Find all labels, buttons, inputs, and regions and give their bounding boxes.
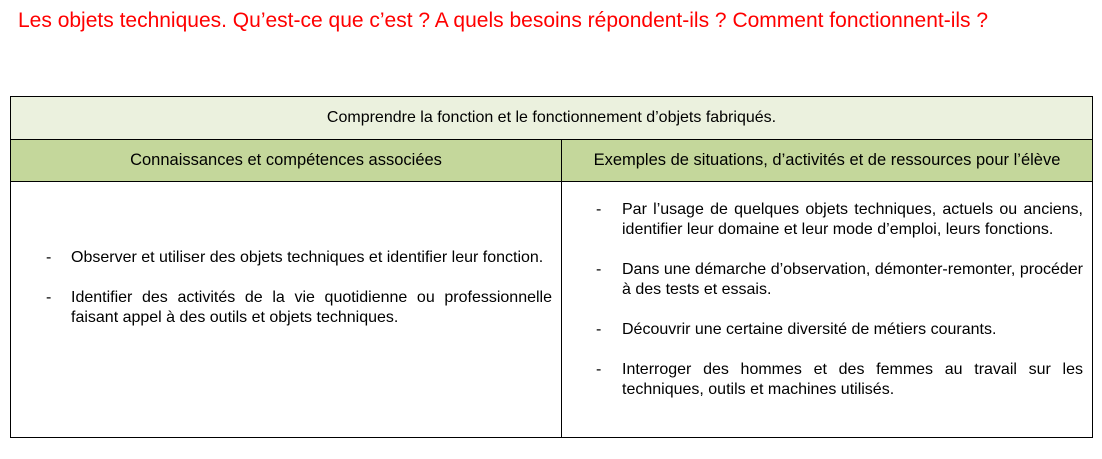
competences-table <box>10 96 1093 438</box>
list-item <box>562 360 1083 400</box>
dash-bullet: - <box>46 249 52 266</box>
table-main-header-text: Comprendre la fonction et le fonctionnement d’objets fabriqués. <box>326 109 777 126</box>
examples-list <box>562 200 1083 400</box>
knowledge-cell <box>11 182 562 437</box>
dash-bullet: - <box>596 361 602 378</box>
list-item <box>562 260 1083 300</box>
list-item-text: Identifier des activités de la vie quotidienne ou professionnelle faisant appel à des outils et objets techniques. <box>71 289 552 326</box>
list-item-text: Par l’usage de quelques objets techniques, actuels ou anciens, identifier leur domaine et leur mode d’emploi, leurs fonctions. <box>622 201 1083 238</box>
list-item-text: Observer et utiliser des objets techniques et identifier leur fonction. <box>71 249 544 266</box>
list-item-text: Découvrir une certaine diversité de métiers courants. <box>622 321 997 338</box>
list-item <box>11 288 552 328</box>
dash-bullet: - <box>596 261 602 278</box>
list-item <box>562 320 1083 340</box>
list-item <box>11 248 552 268</box>
table-column-headers <box>11 140 1092 182</box>
dash-bullet: - <box>46 289 52 306</box>
dash-bullet: - <box>596 321 602 338</box>
examples-cell <box>562 182 1092 437</box>
column-header-examples-text: Exemples de situations, d’activités et de ressources pour l’élève <box>593 151 1061 169</box>
knowledge-list <box>11 248 552 328</box>
list-item-text: Dans une démarche d’observation, démonter-remonter, procéder à des tests et essais. <box>622 261 1083 298</box>
page-title: Les objets techniques. Qu’est-ce que c’est ? A quels besoins répondent-ils ? Comment fonctionnent-ils ? <box>18 9 989 32</box>
dash-bullet: - <box>596 201 602 218</box>
column-header-knowledge <box>11 140 562 181</box>
column-header-knowledge-text: Connaissances et compétences associées <box>130 151 442 169</box>
column-header-examples <box>562 140 1092 181</box>
list-item-text: Interroger des hommes et des femmes au travail sur les techniques, outils et machines utilisés. <box>622 361 1083 398</box>
table-main-header <box>11 97 1092 140</box>
list-item <box>562 200 1083 240</box>
